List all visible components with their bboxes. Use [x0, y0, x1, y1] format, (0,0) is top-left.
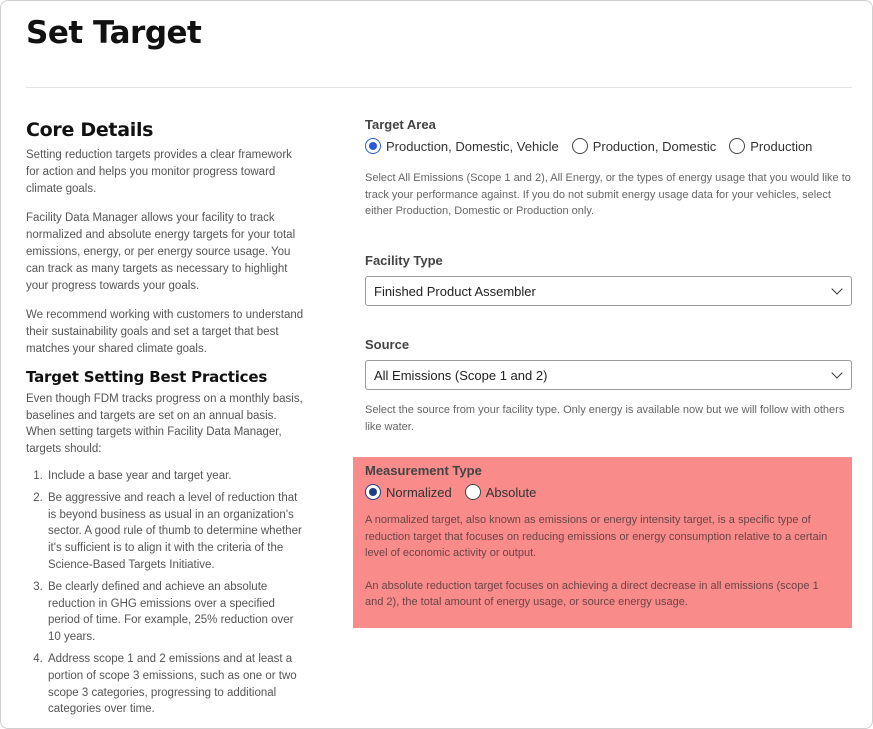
- measurement-type-radio-group: [365, 484, 840, 500]
- core-details-heading: Core Details: [26, 119, 154, 141]
- best-practices-intro: Even though FDM tracks progress on a monthly basis, baselines and targets are set on an annual basis. When setting targets within Facility Data Manager, targets should:: [26, 392, 303, 456]
- radio-label: Production, Domestic: [592, 138, 717, 154]
- header-divider: [26, 87, 852, 88]
- facility-type-section: [365, 253, 852, 306]
- core-details-paragraph: We recommend working with customers to understand their sustainability goals and set a target that best matches your shared climate goals.: [26, 309, 304, 355]
- radio-selected-icon[interactable]: [365, 484, 381, 500]
- radio-normalized[interactable]: [365, 484, 452, 500]
- radio-production-domestic-vehicle[interactable]: [365, 138, 559, 154]
- page-title: Set Target: [26, 15, 202, 51]
- radio-production-domestic[interactable]: [572, 138, 717, 154]
- source-help: Select the source from your facility type. Only energy is available now but we will follow with others like water.: [365, 404, 845, 433]
- measurement-type-label: Measurement Type: [365, 463, 482, 478]
- target-area-help: Select All Emissions (Scope 1 and 2), All Energy, or the types of energy usage that you would like to track your performance against. If you do not submit energy usage data for your vehicles, select either Production, Domestic or Production only.: [365, 172, 851, 217]
- best-practices-heading: Target Setting Best Practices: [26, 367, 268, 386]
- radio-label: Absolute: [485, 484, 537, 500]
- info-column: [26, 119, 308, 723]
- list-item: 3. Be clearly defined and achieve an absolute reduction in GHG emissions over a specified period of time. For example, 25% reduction over 10 years.: [46, 579, 308, 646]
- radio-unselected-icon[interactable]: [572, 138, 588, 154]
- list-item: 2. Be aggressive and reach a level of reduction that is beyond business as usual in an organization's sector. A good rule of thumb to determine whether it's sufficient is to align it with the criteria of the Science-Based Targets Initiative.: [46, 490, 308, 574]
- radio-unselected-icon[interactable]: [465, 484, 481, 500]
- absolute-help: An absolute reduction target focuses on achieving a direct decrease in all emissions (scope 1 and 2), the total amount of energy usage, or source energy usage.: [365, 579, 819, 608]
- chevron-down-icon: [831, 283, 842, 294]
- source-select[interactable]: [365, 360, 852, 390]
- facility-type-select[interactable]: [365, 276, 852, 306]
- radio-label: Normalized: [386, 484, 452, 500]
- measurement-type-section: [353, 457, 852, 628]
- best-practices-list: [26, 468, 308, 718]
- source-label: Source: [365, 337, 410, 352]
- list-item: 1. Include a base year and target year.: [46, 468, 308, 485]
- normalized-help: A normalized target, also known as emissions or energy intensity target, is a specific type of reduction target that focuses on reducing emissions or energy consumption relative to a certain level of economic activity or output.: [365, 514, 828, 559]
- radio-absolute[interactable]: [465, 484, 537, 500]
- source-section: [365, 337, 852, 435]
- radio-label: Production: [750, 138, 813, 154]
- facility-type-label: Facility Type: [365, 253, 443, 268]
- list-item: 4. Address scope 1 and 2 emissions and at least a portion of scope 3 emissions, such as one or two scope 3 categories, progressing to additional categories over time.: [46, 651, 308, 718]
- radio-label: Production, Domestic, Vehicle: [386, 138, 559, 154]
- core-details-paragraph: Setting reduction targets provides a clear framework for action and helps you monitor progress toward climate goals.: [26, 149, 292, 195]
- core-details-paragraph: Facility Data Manager allows your facility to track normalized and absolute energy targets for your total emissions, energy, or per energy source usage. You can track as many targets as necessary to highlight your progress towards your goals.: [26, 212, 296, 292]
- radio-unselected-icon[interactable]: [729, 138, 745, 154]
- target-area-label: Target Area: [365, 117, 436, 132]
- target-area-radio-group: [365, 138, 852, 154]
- chevron-down-icon: [831, 367, 842, 378]
- radio-selected-icon[interactable]: [365, 138, 381, 154]
- radio-production[interactable]: [729, 138, 812, 154]
- target-area-section: [365, 117, 852, 220]
- source-value: All Emissions (Scope 1 and 2): [374, 367, 548, 383]
- facility-type-value: Finished Product Assembler: [374, 283, 536, 299]
